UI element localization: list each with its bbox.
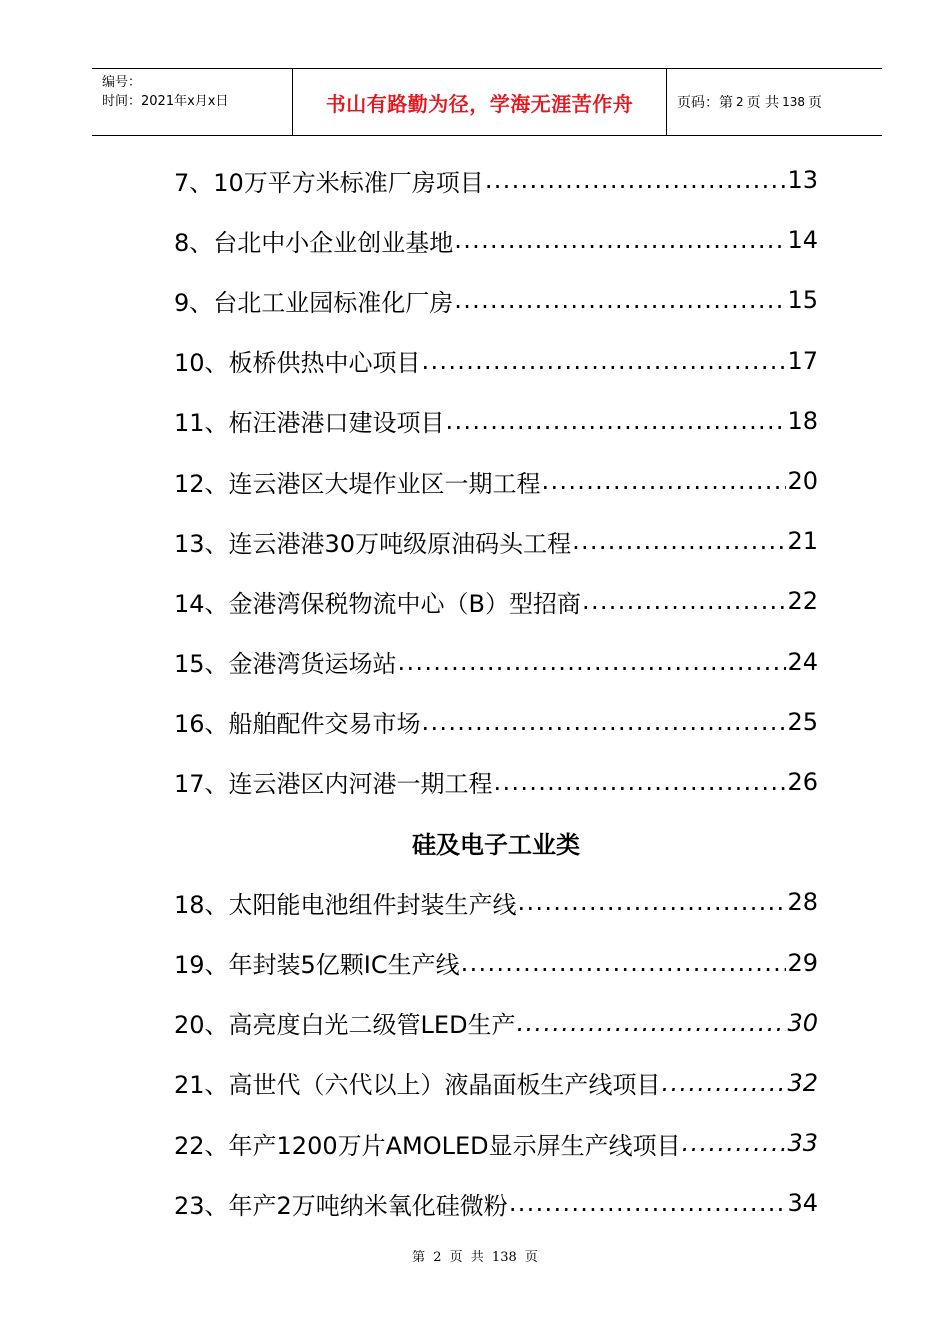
- toc-entry-title: 11、柘汪港港口建设项目: [174, 409, 445, 438]
- toc-entry-page: 32: [787, 1068, 818, 1097]
- toc-entry-page: 33: [787, 1129, 818, 1158]
- toc-entry-title: 17、连云港区内河港一期工程: [174, 770, 493, 799]
- page-header: [92, 68, 882, 136]
- page-total: 138: [782, 95, 805, 109]
- toc-entry-title: 7、10万平方米标准厂房项目: [174, 168, 484, 197]
- header-page-cell: [667, 69, 882, 135]
- toc-entry-page: 22: [787, 587, 818, 616]
- toc-entry-title: 20、高亮度白光二级管LED生产: [174, 1011, 516, 1040]
- motto-text: 书山有路勤为径，学海无涯苦作舟: [325, 91, 634, 116]
- toc-leader: [509, 1189, 787, 1217]
- section-heading: 硅及电子工业类: [412, 829, 580, 859]
- toc-entry[interactable]: [174, 632, 818, 692]
- toc-leader: [461, 949, 787, 977]
- toc-leader: [682, 1129, 787, 1157]
- toc-entry-title: 22、年产1200万片AMOLED显示屏生产线项目: [174, 1131, 681, 1160]
- toc-entry-title: 23、年产2万吨纳米氧化硅微粉: [174, 1191, 508, 1220]
- toc-leader: [582, 587, 786, 615]
- time-label: 时间：2021年x月x日: [102, 94, 229, 109]
- toc-leader: [454, 226, 786, 254]
- toc-entry-title: 8、台北中小企业创业基地: [174, 228, 454, 257]
- toc-entry-page: 15: [787, 286, 818, 315]
- toc-entry-page: 29: [787, 948, 818, 977]
- toc-entry-page: 13: [787, 166, 818, 195]
- toc-entry-page: 25: [787, 707, 818, 736]
- toc-entry-page: 24: [787, 647, 818, 676]
- toc-entry-title: 18、太阳能电池组件封装生产线: [174, 890, 517, 919]
- toc-entry[interactable]: [174, 692, 818, 752]
- page-middle: 页 共: [746, 95, 780, 111]
- toc-entry-page: 20: [787, 467, 818, 496]
- toc-entry[interactable]: [174, 270, 818, 330]
- page-prefix: 页码：第: [677, 95, 733, 111]
- page-suffix: 页: [808, 95, 822, 111]
- toc-entry[interactable]: [174, 1173, 818, 1233]
- toc-entry-title: 15、金港湾货运场站: [174, 650, 397, 679]
- toc-entry-title: 14、金港湾保税物流中心（B）型招商: [174, 589, 582, 618]
- toc-entry[interactable]: [174, 993, 818, 1053]
- toc-entry[interactable]: [174, 150, 818, 210]
- toc-leader: [494, 768, 787, 796]
- toc-leader: [422, 347, 787, 375]
- header-motto-cell: [293, 69, 667, 135]
- toc-leader: [662, 1069, 787, 1097]
- toc-entry[interactable]: [174, 571, 818, 631]
- toc-entry-title: 10、板桥供热中心项目: [174, 349, 421, 378]
- toc-entry-title: 19、年封装5亿颗IC生产线: [174, 951, 460, 980]
- toc-entry[interactable]: [174, 331, 818, 391]
- toc-entry[interactable]: [174, 872, 818, 932]
- toc-entry[interactable]: [174, 511, 818, 571]
- toc-entry-page: 21: [787, 527, 818, 556]
- toc-entry-page: 34: [787, 1189, 818, 1218]
- toc-entry[interactable]: [174, 451, 818, 511]
- page-footer: 第 2 页 共 138 页: [412, 1250, 538, 1265]
- toc-entry-title: 9、台北工业园标准化厂房: [174, 288, 454, 317]
- toc-leader: [572, 527, 786, 555]
- header-info-cell: [92, 69, 293, 135]
- toc-entry[interactable]: [174, 752, 818, 812]
- toc-leader: [485, 166, 787, 194]
- toc-entry-page: 26: [787, 767, 818, 796]
- toc-entry[interactable]: [174, 1113, 818, 1173]
- toc-leader: [398, 648, 787, 676]
- serial-label: 编号：: [102, 75, 142, 90]
- page-current: 2: [736, 95, 744, 109]
- toc-leader: [446, 407, 787, 435]
- toc-entry-page: 18: [787, 406, 818, 435]
- toc-entry-title: 16、船舶配件交易市场: [174, 710, 421, 739]
- toc-leader: [517, 1009, 787, 1037]
- toc-entry[interactable]: [174, 1053, 818, 1113]
- toc-entry-page: 28: [787, 888, 818, 917]
- toc-entry-title: 21、高世代（六代以上）液晶面板生产线项目: [174, 1071, 661, 1100]
- toc-leader: [422, 708, 787, 736]
- toc-entry[interactable]: [174, 391, 818, 451]
- toc-entry[interactable]: [174, 210, 818, 270]
- toc-entry-title: 13、连云港港30万吨级原油码头工程: [174, 529, 572, 558]
- toc-entry[interactable]: [174, 932, 818, 992]
- toc-leader: [542, 467, 787, 495]
- toc-leader: [454, 286, 786, 314]
- toc-entry-title: 12、连云港区大堤作业区一期工程: [174, 469, 541, 498]
- toc-entry-page: 17: [787, 346, 818, 375]
- toc-entry-page: 30: [787, 1008, 818, 1037]
- toc-entry-page: 14: [787, 226, 818, 255]
- table-of-contents: [174, 150, 818, 1233]
- toc-leader: [518, 888, 787, 916]
